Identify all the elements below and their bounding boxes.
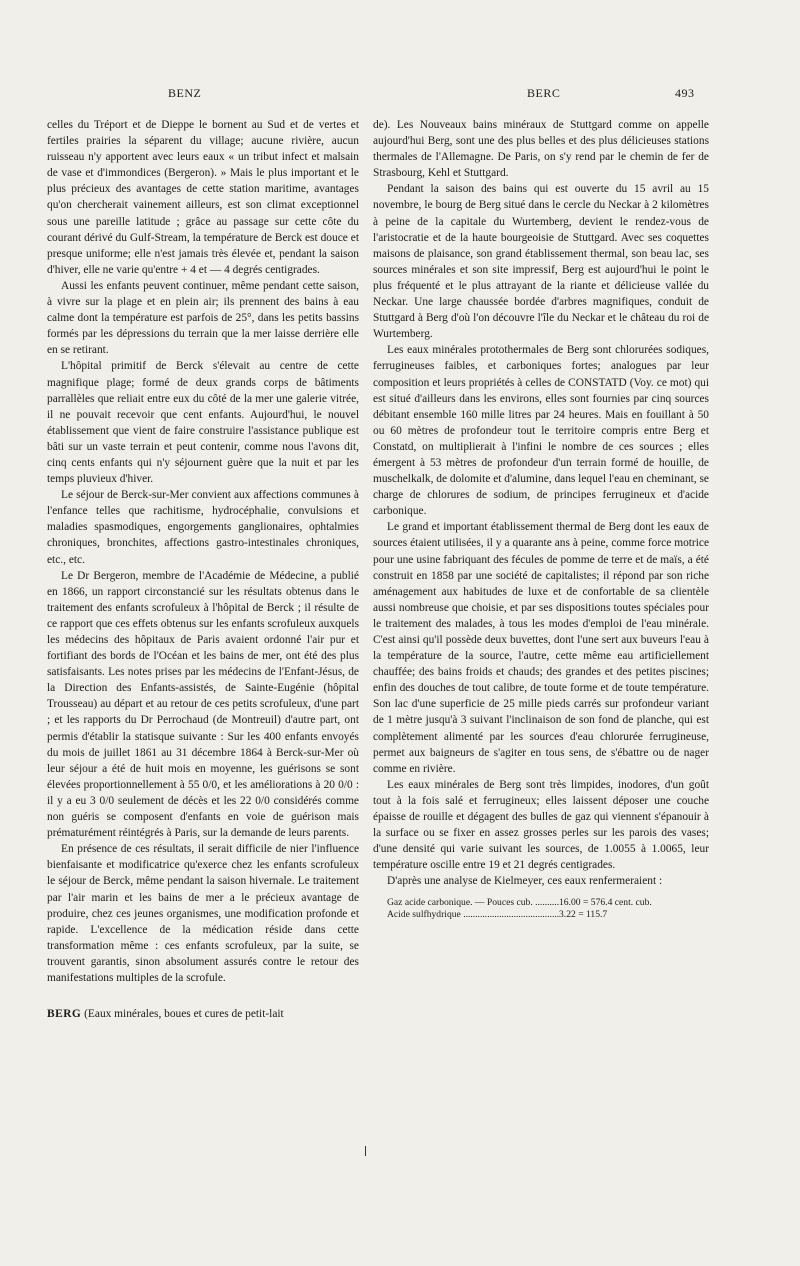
analysis-label: Gaz acide carbonique. — Pouces cub. .....	[387, 897, 559, 910]
entry-text: (Eaux minérales, boues et cures de petit-lait	[84, 1008, 284, 1021]
paragraph: Pendant la saison des bains qui est ouverte du 15 avril au 15 novembre, le bourg de Berg situé dans le cercle du Neckar à 2 kilomètres à peine de la capitale du Wurtemberg, devient le rendez-vous de l'aristocratie et de la haute bourgeoisie de Stuttgard. Avec ses coquettes maisons de plaisance, son grand établissement thermal, son beau lac, ses sources minérales et son site impressif, Berg est aujourd'hui le point le plus fréquenté et le plus attrayant de la riante et délicieuse vallée du Neckar. Une large chaussée bordée d'arbres magnifiques, conduit de Stuttgard à Berg d'où l'on découvre l'île du Neckar et le château du roi de Wurtemberg.	[373, 183, 709, 341]
paragraph: En présence de ces résultats, il serait difficile de nier l'influence bienfaisante et modificatrice qu'exerce chez les enfants scrofuleux le séjour de Berck, même pendant la saison hivernale. Le traitement par l'air marin et les bains de mer a le précieux avantage de produire, chez ces jeunes organismes, une modification profonde et rapide. L'excellence de la médication réside dans cette transformation même : ces enfants scrofuleux, par la suite, se trouvent garantis, sinon absolument assurés contre le retour des manifestations multiples de la scrofule.	[47, 843, 359, 984]
analysis-label: Acide sulfhydrique .....	[387, 909, 559, 922]
running-head-left: BENZ	[168, 86, 202, 100]
paragraph: Le grand et important établissement thermal de Berg dont les eaux de sources étaient utilisées, il y a quarante ans à peine, comme force motrice pour une usine fabriquant des fécules de pomme de terre et de maïs, a été construit en 1858 par une société de capitalistes; il répond par son riche aménagement aux habitudes de luxe et de confortable de sa clientèle aussi nombreuse que choisie, et par ses dispositions toutes spéciales pour le traitement des malades, à tous les modes d'emploi de l'eau minérale. C'est ainsi qu'il possède deux buvettes, dont l'une sert aux buveurs l'eau à la température de la source, l'autre, cette même eau artificiellement chauffée; des bains froids et chauds; des grandes et des petites piscines; enfin des douches de tout calibre, de toute forme et de toute température. Son lac d'une superficie de 25 mille pieds carrés sur profondeur variant de 1 mètre jusqu'à 3 suivant l'inclinaison de son fond de planche, qui est complètement alimenté par les sources d'eau chlorurée ferrugineuse, permet aux baigneurs de s'agiter en tous sens, de s'ébattre ou de nager comme en rivière.	[373, 521, 709, 775]
dictionary-entry	[47, 1006, 359, 1022]
analysis-value: 16.00 = 576.4 cent. cub.	[559, 896, 652, 908]
paragraph: Les eaux minérales protothermales de Berg sont chlorurées sodiques, ferrugineuses faibles, et carboniques fortes; analogues par leur composition et leurs propriétés à celles de CONSTATD (Voy. ce mot) qui est situé d'ailleurs dans les environs, elles sont fournies par cinq sources débitant ensemble 160 mille litres par 24 heures. Mais en fouillant à 50 ou 60 mètres de profondeur tout le territoire compris entre Berg et Constatd, on multiplierait à l'infini le nombre de ces sources ; elles émergent à 53 mètres de profondeur d'un terrain formé de houille, de muschelkalk, de dolomite et d'alumine, dans lequel l'eau en cheminant, se charge de chlorures de sodium, de principes ferrugineux et d'acide carbonique.	[373, 344, 709, 518]
paragraph: Le séjour de Berck-sur-Mer convient aux affections communes à l'enfance telles que rachitisme, hydrocéphalie, convulsions et maladies spasmodiques, engorgements ganglionaires, ophtalmies chroniques, bronchites, affections gastro-intestinales chroniques, etc., etc.	[47, 489, 359, 566]
paragraph: de). Les Nouveaux bains minéraux de Stuttgard comme on appelle aujourd'hui Berg, sont une des plus belles et des plus délicieuses stations thermales de l'Allemagne. De Paris, on s'y rend par le chemin de fer de Strasbourg, Kehl et Stuttgard.	[373, 119, 709, 180]
left-column	[47, 117, 359, 1022]
analysis-row	[387, 897, 709, 910]
entry-headword: BERG	[47, 1008, 82, 1021]
running-head-center: BERC	[527, 86, 561, 100]
paragraph: Le Dr Bergeron, membre de l'Académie de Médecine, a publié en 1866, un rapport circonstancié sur les résultats obtenus dans le traitement des enfants scrofuleux à l'hôpital de Berck ; il résulte de ce rapport que ces effets obtenus sur les enfants scrofuleux auxquels les médecins des hôpitaux de Paris avaient ordonné l'air pur et fortifiant des bords de l'Océan et les bains de mer, ont été des plus satisfaisants. Les notes prises par les médecins de l'Enfant-Jésus, de la Direction des Enfants-assistés, de Sainte-Eugénie (hôpital Trousseau) au départ et au retour de ces petits scrofuleux, d'une part ; et les rapports du Dr Perrochaud (de Montreuil) d'autre part, ont permis d'établir la statisque suivante : Sur les 400 enfants envoyés du mois de juillet 1861 au 31 décembre 1864 à Berck-sur-Mer où leur séjour a été de huit mois en moyenne, les guérisons se sont élevées proportionnellement à 55 0/0, et les améliorations à 20 0/0 : il y a eu 3 0/0 seulement de décès et les 22 0/0 considérés comme non guéris se composent d'enfants en voie de guérison mais prématurément réintégrés à Paris, sur la demande de leurs parents.	[47, 569, 359, 840]
analysis-table	[373, 897, 709, 922]
page-number: 493	[675, 86, 695, 100]
paragraph: celles du Tréport et de Dieppe le bornent au Sud et de vertes et fertiles prairies la séparent du village; aucune rivière, aucun ruisseau n'y apportent avec leurs eaux « un tribut infect et malsain de vase et d'immondices (Bergeron). » Mais le plus important et le plus précieux des avantages de cette station maritime, avantages qu'on chercherait vainement ailleurs, est son climat exceptionnel sous une pareille latitude ; grâce au passage sur cette côte du courant dérivé du Gulf-Stream, la température de Berck est douce et presque uniforme; elle n'est jamais très élevée et, pendant la saison d'hiver, elle ne varie qu'entre + 4 et — 4 degrés centigrades.	[47, 119, 359, 276]
paragraph: L'hôpital primitif de Berck s'élevait au centre de cette magnifique plage; formé de deux grands corps de bâtiments parrallèles que reliait entre eux du côté de la mer une galerie vitrée, il ne pouvait recevoir que cent enfants. Aujourd'hui, le nouvel établissement que vient de faire construire l'assistance publique est bâti sur un vaste terrain et peut contenir, comme nous l'avons dit, cinq cents enfants qui n'y séjournent guère que la nuit et par les temps pluvieux d'hiver.	[47, 360, 359, 486]
column-divider	[365, 1146, 366, 1156]
analysis-row	[387, 909, 709, 922]
paragraph: D'après une analyse de Kielmeyer, ces eaux renfermeraient :	[387, 875, 663, 888]
paragraph: Aussi les enfants peuvent continuer, même pendant cette saison, à vivre sur la plage et en plein air; ils prennent des bains à eau calme dont la température est parfois de 25°, dans les petits bassins formés par les dépressions du terrain que la mer laisse derrière elle en se retirant.	[47, 279, 359, 357]
paragraph: Les eaux minérales de Berg sont très limpides, inodores, d'un goût tout à la fois salé et ferrugineux; elles laissent déposer une couche épaisse de rouille et dégagent des bulles de gaz qui viennent s'épanouir à la surface ou se fixer en assez grosses perles sur les parois des vases; d'une densité qui varie suivant les sources, de 1.0055 à 1.0065, leur température oscille entre 19 et 21 degrés centigrades.	[373, 778, 709, 872]
analysis-value: 3.22 = 115.7	[559, 909, 608, 920]
right-column	[373, 117, 709, 922]
